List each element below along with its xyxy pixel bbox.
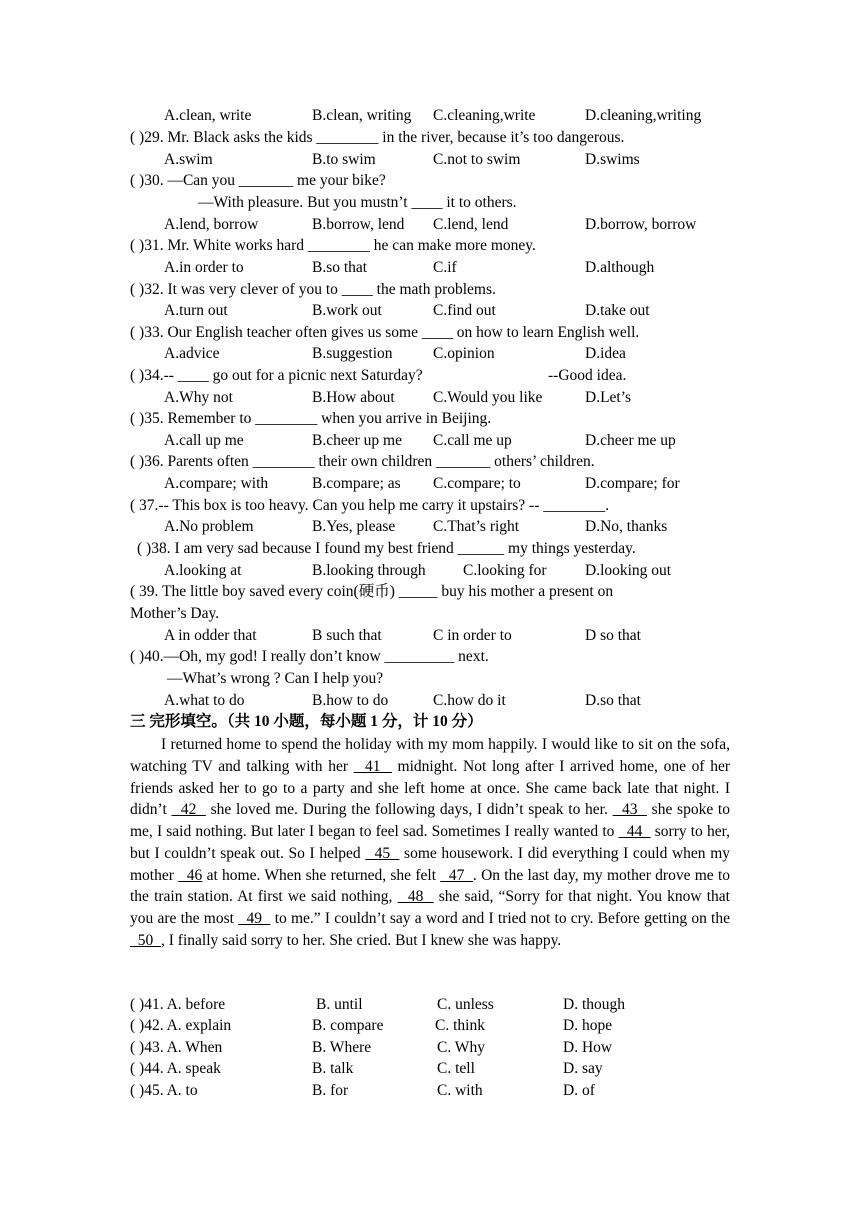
q32-stem: ( )32. It was very clever of you to ____ the math problems. bbox=[130, 281, 496, 298]
passage-text: midnight. Not long after I arrived home, one of her friends asked her to go to a party and she left home at once. She came back late that night. I didn’t bbox=[130, 757, 730, 819]
option-c: C. with bbox=[437, 1082, 483, 1099]
passage-text: some housework. I did everything I could when my mother bbox=[130, 844, 731, 884]
option-b: B.clean, writing bbox=[312, 107, 412, 124]
option-d: D.Let’s bbox=[585, 389, 632, 406]
option-d: D.borrow, borrow bbox=[585, 216, 697, 233]
cloze-41 bbox=[130, 995, 625, 1016]
option-c: C.Would you like bbox=[433, 389, 543, 406]
q36-stem: ( )36. Parents often ________ their own children _______ others’ children. bbox=[130, 453, 595, 470]
option-d: D.idea bbox=[585, 345, 626, 362]
option-c: C.opinion bbox=[433, 345, 495, 362]
option-b: B such that bbox=[312, 627, 382, 644]
option-d: D. of bbox=[563, 1082, 595, 1099]
option-c: C.lend, lend bbox=[433, 216, 509, 233]
option-a: A.looking at bbox=[164, 562, 242, 579]
q39-stem-cont: Mother’s Day. bbox=[130, 605, 220, 622]
q31-stem: ( )31. Mr. White works hard ________ he can make more money. bbox=[130, 237, 536, 254]
passage-text: to me.” I couldn’t say a word and I tried not to cry. Before getting on the bbox=[270, 910, 730, 927]
option-a: A.compare; with bbox=[164, 475, 269, 492]
cloze-blank: 47 bbox=[440, 866, 473, 884]
option-b: B.How about bbox=[312, 389, 395, 406]
q40-stem-reply: —What’s wrong ? Can I help you? bbox=[167, 670, 384, 687]
option-c: C.looking for bbox=[463, 562, 547, 579]
q30-stem-reply: —With pleasure. But you mustn’t ____ it to others. bbox=[198, 194, 517, 211]
cloze-blank: 43 bbox=[612, 801, 647, 819]
cloze-43 bbox=[130, 1038, 613, 1059]
passage-text: she loved me. During the following days, I didn’t speak to her. bbox=[205, 801, 613, 819]
passage-text: sorry to her, but I couldn’t speak out. So I helped bbox=[130, 823, 730, 862]
cloze-blank: 45 bbox=[365, 844, 400, 862]
q40-stem: ( )40.—Oh, my god! I really don’t know _________ next. bbox=[130, 648, 489, 665]
option-a: A.call up me bbox=[164, 432, 244, 449]
heading-count: 10 bbox=[254, 713, 270, 730]
option-b: B.to swim bbox=[312, 151, 376, 168]
cloze-stem: ( )41. A. before bbox=[130, 996, 226, 1013]
option-c: C. tell bbox=[437, 1060, 475, 1077]
option-b: B.suggestion bbox=[312, 345, 393, 362]
heading-prefix: 三 完形填空。（共 bbox=[130, 713, 255, 730]
option-c: C. unless bbox=[437, 996, 494, 1013]
passage-text: at home. When she returned, she felt bbox=[202, 866, 441, 884]
cloze-blank: 44 bbox=[618, 823, 651, 840]
passage-text: she said, “Sorry for that night. You know that you are the most bbox=[130, 888, 730, 927]
cloze-blank: 50 bbox=[130, 931, 161, 949]
q33-stem: ( )33. Our English teacher often gives us some ____ on how to learn English well. bbox=[130, 324, 640, 341]
option-b: B. talk bbox=[312, 1060, 354, 1077]
option-a: A.No problem bbox=[164, 518, 254, 535]
option-d: D.cheer me up bbox=[585, 432, 676, 449]
option-a: A.clean, write bbox=[164, 107, 252, 124]
option-c: C.call me up bbox=[433, 432, 512, 449]
option-b: B. until bbox=[316, 996, 363, 1013]
cloze-passage bbox=[130, 734, 730, 952]
option-d: D.compare; for bbox=[585, 475, 680, 492]
q39-stem: ( 39. The little boy saved every coin(硬币) _____ buy his mother a present on bbox=[130, 583, 614, 600]
option-c: C.how do it bbox=[433, 692, 506, 709]
option-b: B. for bbox=[312, 1082, 349, 1099]
cloze-blank: 42 bbox=[171, 801, 206, 819]
option-a: A.Why not bbox=[164, 389, 233, 406]
cloze-44 bbox=[130, 1059, 603, 1080]
option-a: A.what to do bbox=[164, 692, 245, 709]
heading-mid1: 小题，每小题 bbox=[269, 713, 371, 730]
option-b: B.looking through bbox=[312, 562, 426, 579]
option-b: B.work out bbox=[312, 302, 382, 319]
cloze-blank: 41 bbox=[353, 757, 392, 775]
q34-reply: --Good idea. bbox=[548, 367, 627, 384]
option-b: B.compare; as bbox=[312, 475, 401, 492]
option-d: D. though bbox=[563, 996, 625, 1013]
option-b: B. compare bbox=[312, 1017, 384, 1034]
passage-text: . On the last day, my mother drove me to the train station. At first we said nothing, bbox=[130, 866, 731, 906]
option-d: D.so that bbox=[585, 692, 641, 709]
option-d: D.although bbox=[585, 259, 655, 276]
cloze-blank: 49 bbox=[238, 910, 271, 927]
cloze-blank: 46 bbox=[178, 866, 203, 884]
passage-text: , I finally said sorry to her. She cried. But I knew she was happy. bbox=[161, 931, 562, 949]
heading-total: 10 bbox=[432, 713, 448, 730]
q34-question: ( )34.-- ____ go out for a picnic next Saturday? bbox=[130, 367, 423, 384]
option-d: D. How bbox=[563, 1039, 613, 1056]
option-c: C.compare; to bbox=[433, 475, 521, 492]
option-a: A.lend, borrow bbox=[164, 216, 259, 233]
option-a: A.advice bbox=[164, 345, 220, 362]
option-c: C.cleaning,write bbox=[433, 107, 536, 124]
option-c: C.not to swim bbox=[433, 151, 521, 168]
option-c: C in order to bbox=[433, 627, 512, 644]
cloze-45 bbox=[130, 1081, 595, 1102]
q30-stem: ( )30. —Can you _______ me your bike? bbox=[130, 172, 386, 189]
option-d: D so that bbox=[585, 627, 641, 644]
passage-text: she spoke to me, I said nothing. But later I began to feel sad. Sometimes I really wanted to bbox=[130, 801, 730, 840]
option-b: B.how to do bbox=[312, 692, 389, 709]
option-d: D. hope bbox=[563, 1017, 613, 1034]
q37-stem: ( 37.-- This box is too heavy. Can you help me carry it upstairs? -- ________. bbox=[130, 497, 610, 514]
q34-stem bbox=[130, 366, 627, 387]
heading-mid2: 分，计 bbox=[378, 713, 433, 730]
option-b: B.cheer up me bbox=[312, 432, 402, 449]
option-c: C. think bbox=[435, 1017, 485, 1034]
option-c: C. Why bbox=[437, 1039, 485, 1056]
option-d: D. say bbox=[563, 1060, 603, 1077]
q35-stem: ( )35. Remember to ________ when you arrive in Beijing. bbox=[130, 410, 492, 427]
passage-text: I returned home to spend the holiday with my mom happily. I would like to sit on the sofa, watching TV and talking with her bbox=[130, 736, 730, 775]
cloze-blank: 48 bbox=[397, 888, 434, 906]
option-d: D.looking out bbox=[585, 562, 672, 579]
option-a: A.in order to bbox=[164, 259, 244, 276]
option-c: C.find out bbox=[433, 302, 496, 319]
option-b: B.Yes, please bbox=[312, 518, 396, 535]
option-a: A in odder that bbox=[164, 627, 257, 644]
option-b: B.so that bbox=[312, 259, 368, 276]
heading-points: 1 bbox=[370, 713, 379, 730]
heading-suffix: 分） bbox=[447, 713, 483, 730]
option-d: D.take out bbox=[585, 302, 650, 319]
cloze-stem: ( )43. A. When bbox=[130, 1039, 223, 1056]
cloze-stem: ( )42. A. explain bbox=[130, 1017, 232, 1034]
cloze-stem: ( )45. A. to bbox=[130, 1082, 198, 1099]
option-c: C.That’s right bbox=[433, 518, 520, 535]
q29-stem: ( )29. Mr. Black asks the kids ________ in the river, because it’s too dangerous. bbox=[130, 129, 625, 146]
section-heading bbox=[130, 712, 483, 732]
cloze-42 bbox=[130, 1016, 613, 1037]
option-b: B. Where bbox=[312, 1039, 372, 1056]
option-d: D.No, thanks bbox=[585, 518, 668, 535]
option-d: D.cleaning,writing bbox=[585, 107, 702, 124]
option-a: A.turn out bbox=[164, 302, 228, 319]
cloze-stem: ( )44. A. speak bbox=[130, 1060, 221, 1077]
option-d: D.swims bbox=[585, 151, 640, 168]
option-b: B.borrow, lend bbox=[312, 216, 405, 233]
q38-stem: ( )38. I am very sad because I found my best friend ______ my things yesterday. bbox=[137, 540, 636, 557]
option-a: A.swim bbox=[164, 151, 213, 168]
option-c: C.if bbox=[433, 259, 457, 276]
